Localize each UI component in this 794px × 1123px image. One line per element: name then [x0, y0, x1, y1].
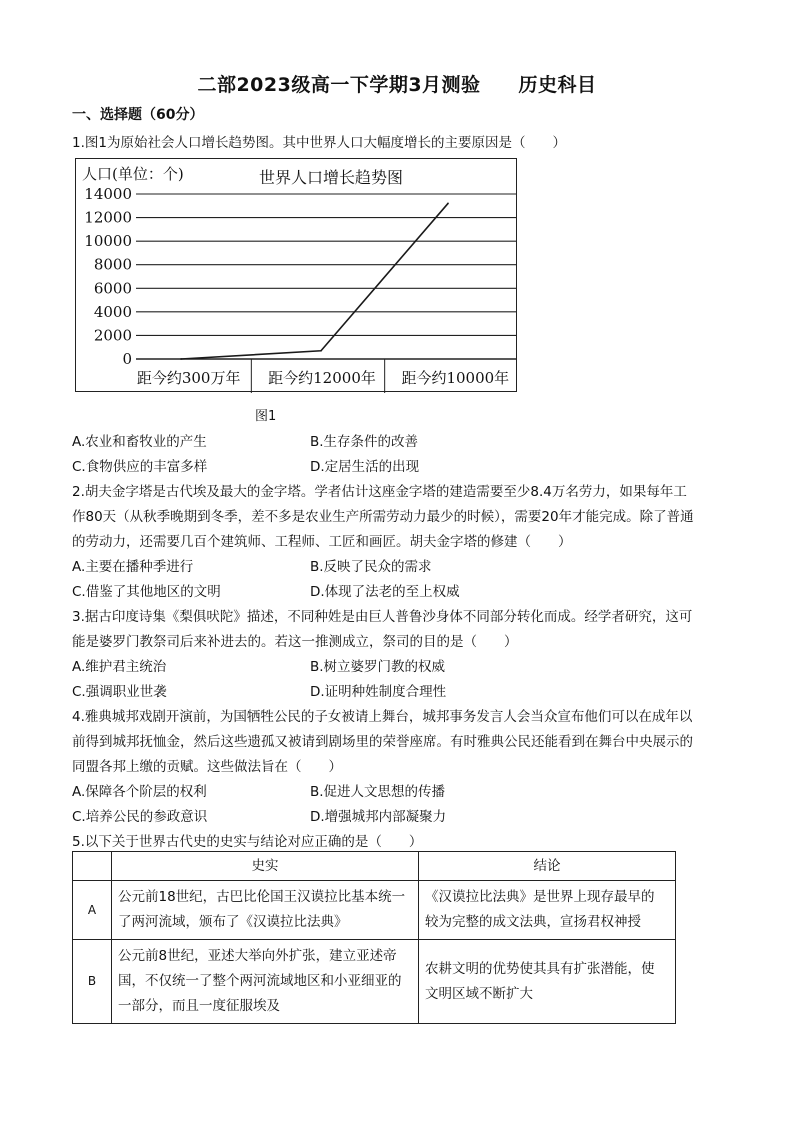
q5-table [72, 851, 676, 1024]
subject-title: 历史科目 [518, 74, 597, 96]
x-tick-label: 距今约12000年 [268, 369, 376, 387]
q2-option-d[interactable]: D.体现了法老的至上权威 [310, 584, 460, 600]
fact-cell [112, 940, 419, 1024]
cell-line: 农耕文明的优势使其具有扩张潜能，使 [425, 960, 655, 977]
table-header-cell [73, 852, 112, 881]
table-header-cell: 结论 [419, 852, 676, 881]
y-tick-label: 6000 [93, 279, 132, 298]
y-axis-label: 人口(单位：个) [82, 165, 184, 183]
exam-title: 二部2023级高一下学期3月测验 [197, 74, 481, 96]
table-row [73, 881, 676, 940]
section-heading: 一、选择题（60分） [72, 107, 204, 123]
y-tick-label: 0 [122, 350, 132, 368]
q3-stem-line: 3.据古印度诗集《梨俱吠陀》描述，不同种姓是由巨人普鲁沙身体不同部分转化而成。经学者研究，这可 [72, 609, 693, 625]
x-tick-label: 距今约10000年 [401, 369, 510, 387]
x-tick-label: 距今约300万年 [136, 369, 241, 387]
cell-line: 较为完整的成文法典，宣扬君权神授 [425, 914, 641, 930]
y-tick-label: 4000 [93, 302, 132, 321]
fact-cell [112, 881, 419, 940]
data-point [447, 203, 449, 205]
cell-line: 国，不仅统一了整个两河流域地区和小亚细亚的 [118, 973, 402, 989]
figure-caption: 图1 [255, 409, 277, 424]
population-chart-svg [76, 159, 518, 393]
data-point [320, 350, 322, 352]
y-tick-label: 14000 [84, 185, 132, 203]
y-tick-label: 10000 [84, 232, 132, 251]
data-point [180, 358, 182, 360]
table-header-cell: 史实 [112, 852, 419, 881]
row-letter: B [73, 940, 112, 1024]
q1-stem: 1.图1为原始社会人口增长趋势图。其中世界人口大幅度增长的主要原因是（ ） [72, 135, 566, 151]
y-tick-label: 12000 [84, 208, 132, 227]
q1-option-b[interactable]: B.生存条件的改善 [310, 434, 419, 450]
page-title [0, 70, 794, 97]
q3-option-c[interactable]: C.强调职业世袭 [72, 684, 167, 700]
q4-stem-line: 前得到城邦抚恤金，然后这些遗孤又被请到剧场里的荣誉座席。有时雅典公民还能看到在舞台中央展示的 [72, 734, 693, 750]
q5-stem: 5.以下关于世界古代史的史实与结论对应正确的是（ ） [72, 834, 423, 850]
cell-line: 公元前18世纪，古巴比伦国王汉谟拉比基本统一 [118, 889, 406, 905]
q4-option-a[interactable]: A.保障各个阶层的权利 [72, 784, 207, 800]
q2-stem-line: 的劳动力，还需要几百个建筑师、工程师、工匠和画匠。胡夫金字塔的修建（ ） [72, 534, 572, 550]
conclusion-cell [419, 881, 676, 940]
q3-option-b[interactable]: B.树立婆罗门教的权威 [310, 659, 446, 675]
q2-option-b[interactable]: B.反映了民众的需求 [310, 559, 432, 575]
table-header-row [73, 852, 676, 881]
population-chart [75, 158, 517, 392]
q4-option-b[interactable]: B.促进人文思想的传播 [310, 784, 446, 800]
q3-option-d[interactable]: D.证明种姓制度合理性 [310, 684, 447, 700]
q4-option-c[interactable]: C.培养公民的参政意识 [72, 809, 208, 825]
q2-option-a[interactable]: A.主要在播种季进行 [72, 559, 194, 575]
q1-option-d[interactable]: D.定居生活的出现 [310, 459, 420, 475]
q2-option-c[interactable]: C.借鉴了其他地区的文明 [72, 584, 221, 600]
q3-stem-line: 能是婆罗门教祭司后来补进去的。若这一推测成立，祭司的目的是（ ） [72, 634, 518, 650]
q4-option-d[interactable]: D.增强城邦内部凝聚力 [310, 809, 447, 825]
cell-line: 一部分，而且一度征服埃及 [118, 998, 280, 1014]
table-row [73, 940, 676, 1024]
chart-title: 世界人口增长趋势图 [258, 168, 404, 187]
q1-option-c[interactable]: C.食物供应的丰富多样 [72, 459, 208, 475]
q1-option-a[interactable]: A.农业和畜牧业的产生 [72, 434, 207, 450]
y-tick-label: 2000 [93, 326, 132, 345]
cell-line: 了两河流域，颁布了《汉谟拉比法典》 [118, 914, 348, 930]
q4-stem-line: 同盟各邦上缴的贡赋。这些做法旨在（ ） [72, 759, 342, 775]
row-letter: A [73, 881, 112, 940]
q3-option-a[interactable]: A.维护君主统治 [72, 659, 167, 675]
conclusion-cell [419, 940, 676, 1024]
cell-line: 文明区域不断扩大 [425, 985, 533, 1002]
q4-stem-line: 4.雅典城邦戏剧开演前，为国牺牲公民的子女被请上舞台，城邦事务发言人会当众宣布他们可以在成年以 [72, 709, 693, 725]
q2-stem-line: 作80天（从秋季晚期到冬季，差不多是农业生产所需劳动力最少的时候），需要20年才能完成。除了普通 [72, 509, 694, 525]
cell-line: 公元前8世纪，亚述大举向外扩张，建立亚述帝 [118, 948, 397, 964]
q2-stem-line: 2.胡夫金字塔是古代埃及最大的金字塔。学者估计这座金字塔的建造需要至少8.4万名劳力，如果每年工 [72, 484, 687, 500]
y-tick-label: 8000 [93, 255, 132, 274]
cell-line: 《汉谟拉比法典》是世界上现存最早的 [425, 889, 655, 905]
